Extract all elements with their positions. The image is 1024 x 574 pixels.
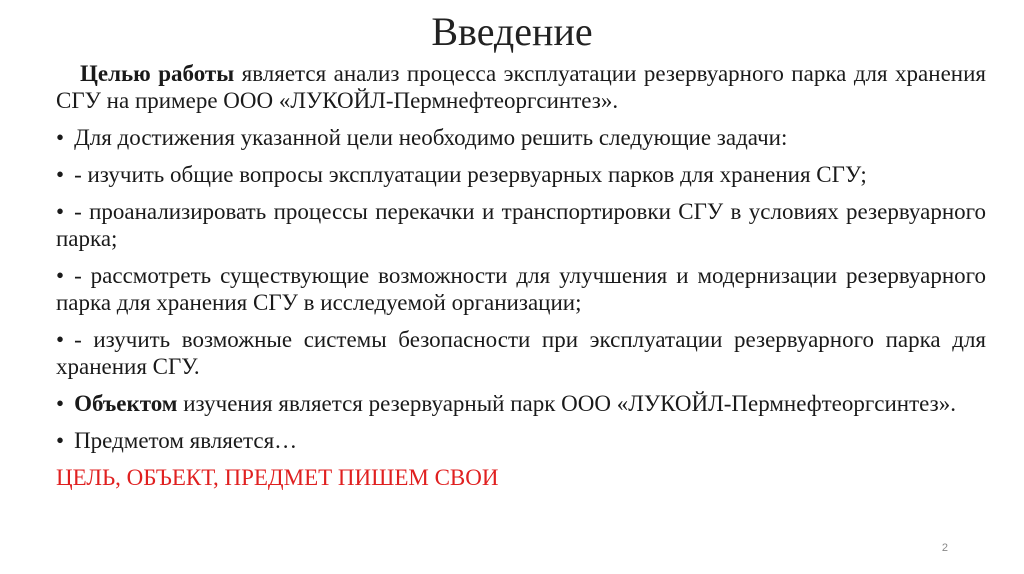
bullet-icon: • <box>56 391 65 416</box>
goal-paragraph <box>56 60 986 114</box>
bullet-icon: • <box>56 199 65 224</box>
goal-label: Целью работы <box>80 61 235 86</box>
object-paragraph <box>56 390 986 417</box>
red-note: ЦЕЛЬ, ОБЪЕКТ, ПРЕДМЕТ ПИШЕМ СВОИ <box>56 465 499 490</box>
object-text: изучения является резервуарный парк ООО «ЛУКОЙЛ-Пермнефтеоргсинтез». <box>177 391 956 416</box>
list-item <box>56 198 986 252</box>
page-number: 2 <box>941 542 948 554</box>
bullet-icon: • <box>56 428 65 453</box>
list-item <box>56 326 986 380</box>
list-item-text: - изучить общие вопросы эксплуатации резервуарных парков для хранения СГУ; <box>74 162 867 187</box>
list-item <box>56 161 986 188</box>
list-item-text: Для достижения указанной цели необходимо решить следующие задачи: <box>74 125 788 150</box>
bullet-icon: • <box>56 327 65 352</box>
bullet-icon: • <box>56 125 65 150</box>
list-item-text: - изучить возможные системы безопасности при эксплуатации резервуарного парка для хранения СГУ. <box>56 327 986 379</box>
subject-paragraph <box>56 427 986 454</box>
bullet-icon: • <box>56 162 65 187</box>
slide-body <box>56 60 986 491</box>
object-label: Объектом <box>74 391 178 416</box>
list-item-text: - проанализировать процессы перекачки и транспортировки СГУ в условиях резервуарного парка; <box>56 199 986 251</box>
goal-text: является анализ процесса эксплуатации резервуарного парка для хранения СГУ на примере ООО «ЛУКОЙЛ-Пермнефтеоргсинтез». <box>56 61 986 113</box>
list-item <box>56 124 986 151</box>
list-item <box>56 262 986 316</box>
subject-text: Предметом является… <box>74 428 298 453</box>
bullet-icon: • <box>56 263 65 288</box>
slide-title: Введение <box>431 9 593 54</box>
list-item-text: - рассмотреть существующие возможности для улучшения и модернизации резервуарного парка для хранения СГУ в исследуемой организации; <box>56 263 986 315</box>
